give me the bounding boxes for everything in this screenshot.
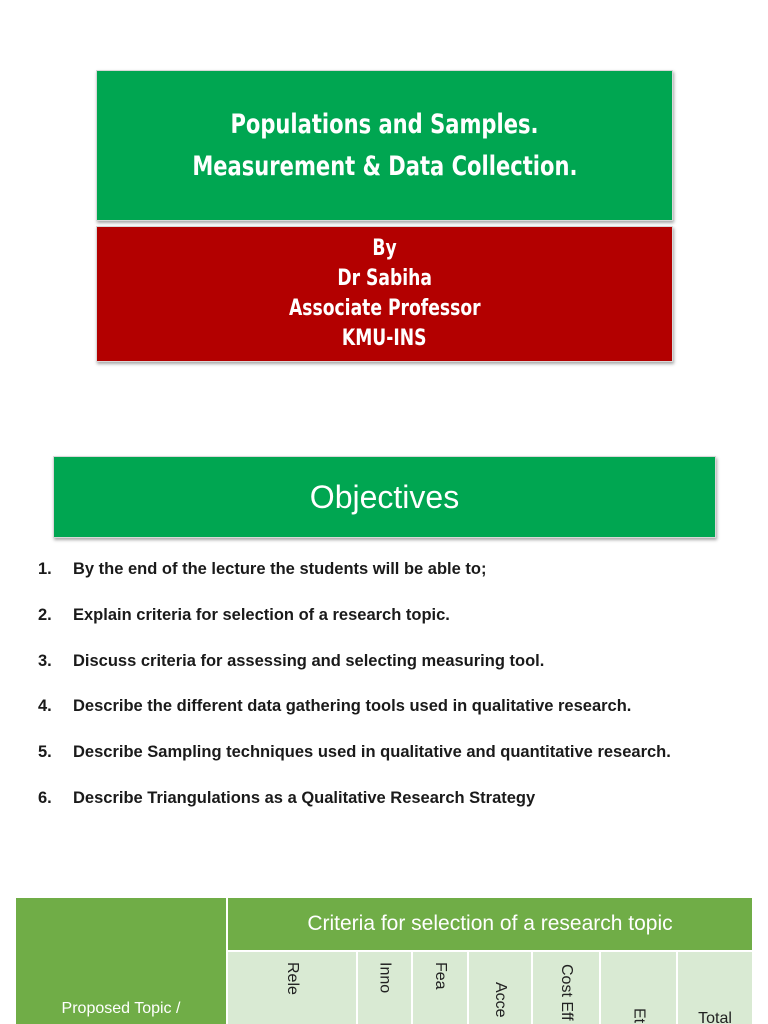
list-item-number: 5. (38, 743, 52, 762)
list-item-number: 4. (38, 697, 52, 716)
list-item (38, 789, 671, 835)
column-header-label: Acce (492, 982, 509, 1018)
author-institution: KMU-INS (342, 326, 427, 351)
criteria-table (16, 898, 752, 1024)
column-header-cell (228, 952, 358, 1024)
table-main-header (228, 898, 752, 950)
list-item (38, 697, 671, 743)
column-header-label: Rele (284, 962, 301, 995)
objectives-heading-text: Objectives (309, 478, 460, 515)
title-line-1: Populations and Samples. (230, 108, 539, 140)
list-item (38, 743, 671, 789)
list-item-text: Describe Triangulations as a Qualitative Research Strategy (73, 788, 536, 807)
table-column-headers (228, 952, 752, 1024)
list-item-text: Explain criteria for selection of a research topic. (73, 605, 450, 624)
column-header-label: Cost Eff (558, 964, 575, 1021)
author-by: By (372, 236, 397, 261)
list-item (38, 652, 671, 698)
list-item-number: 2. (38, 605, 52, 624)
list-item-text: Describe the different data gathering tools used in qualitative research. (73, 697, 632, 716)
author-title: Associate Professor (288, 296, 481, 321)
table-left-header (16, 898, 228, 1024)
column-header-label: Inno (376, 962, 394, 994)
column-header-label: Fea (432, 962, 449, 990)
column-header-cell (358, 952, 413, 1024)
list-item-number: 1. (38, 560, 52, 578)
list-item (38, 606, 671, 652)
title-box (96, 70, 673, 221)
objectives-heading (53, 456, 716, 538)
column-header-cell (678, 952, 752, 1024)
column-header-label: Total (698, 1010, 732, 1024)
column-header-label: Et (630, 1008, 648, 1024)
column-header-cell (413, 952, 469, 1024)
list-item-text: Discuss criteria for assessing and selecting measuring tool. (73, 651, 545, 670)
author-box (96, 226, 673, 362)
list-item-number: 6. (38, 788, 52, 807)
author-name: Dr Sabiha (337, 266, 432, 291)
column-header-cell (533, 952, 601, 1024)
column-header-cell (469, 952, 533, 1024)
column-header-cell (601, 952, 678, 1024)
list-item-text: Describe Sampling techniques used in qualitative and quantitative research. (73, 743, 671, 762)
criteria-header-label: Criteria for selection of a research topic (307, 912, 673, 935)
proposed-topic-label: Proposed Topic / (61, 1000, 181, 1017)
list-item-text: By the end of the lecture the students will be able to; (73, 560, 487, 578)
title-line-2: Measurement & Data Collection. (191, 150, 578, 182)
objectives-list (38, 560, 671, 835)
list-item-number: 3. (38, 651, 52, 670)
list-item (38, 560, 671, 606)
